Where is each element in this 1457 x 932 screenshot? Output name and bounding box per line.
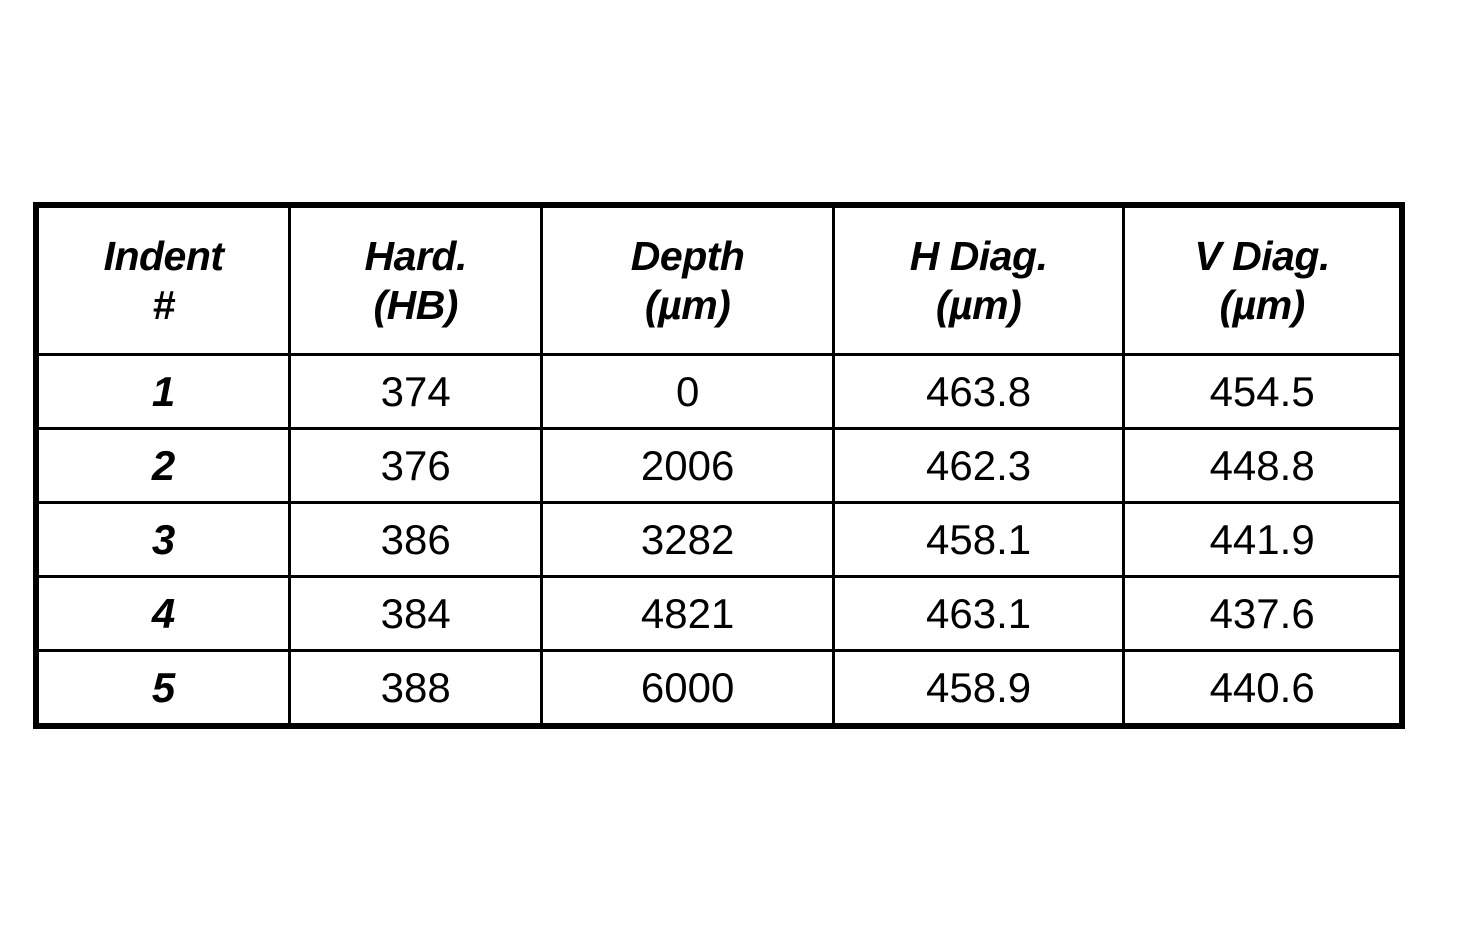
cell-h-diagonal: 463.1 — [833, 577, 1123, 651]
column-header-h-diagonal-unit: (µm) — [935, 281, 1022, 328]
cell-v-diagonal: 437.6 — [1124, 577, 1401, 651]
column-header-depth-unit: (µm) — [644, 281, 731, 328]
table-header-row — [38, 207, 1401, 355]
table-body — [38, 355, 1401, 725]
cell-v-diagonal: 440.6 — [1124, 651, 1401, 725]
column-header-v-diagonal — [1124, 207, 1401, 355]
table-row — [38, 429, 1401, 503]
cell-h-diagonal: 458.9 — [833, 651, 1123, 725]
cell-indent: 3 — [38, 503, 290, 577]
cell-h-diagonal: 463.8 — [833, 355, 1123, 429]
table-row — [38, 503, 1401, 577]
cell-hardness: 376 — [290, 429, 542, 503]
hardness-measurements-table — [36, 205, 1402, 726]
column-header-v-diagonal-unit: (µm) — [1219, 281, 1305, 328]
column-header-h-diagonal — [833, 207, 1123, 355]
cell-depth: 6000 — [542, 651, 834, 725]
cell-indent: 1 — [38, 355, 290, 429]
cell-h-diagonal: 462.3 — [833, 429, 1123, 503]
column-header-hardness — [290, 207, 542, 355]
cell-v-diagonal: 454.5 — [1124, 355, 1401, 429]
column-header-v-diagonal-line1: V Diag. — [1194, 233, 1330, 280]
table-header-row-group — [38, 207, 1401, 355]
cell-indent: 5 — [38, 651, 290, 725]
column-header-indent-number — [38, 207, 290, 355]
column-header-hardness-line1: Hard. — [364, 233, 467, 280]
column-header-indent-number-line1: Indent — [103, 233, 224, 280]
cell-v-diagonal: 448.8 — [1124, 429, 1401, 503]
cell-hardness: 384 — [290, 577, 542, 651]
cell-indent: 2 — [38, 429, 290, 503]
cell-h-diagonal: 458.1 — [833, 503, 1123, 577]
cell-hardness: 374 — [290, 355, 542, 429]
table-row — [38, 651, 1401, 725]
cell-depth: 3282 — [542, 503, 834, 577]
cell-hardness: 386 — [290, 503, 542, 577]
table-row — [38, 355, 1401, 429]
column-header-indent-number-line2: # — [152, 281, 175, 328]
cell-indent: 4 — [38, 577, 290, 651]
cell-v-diagonal: 441.9 — [1124, 503, 1401, 577]
column-header-h-diagonal-line1: H Diag. — [909, 233, 1048, 280]
cell-depth: 4821 — [542, 577, 834, 651]
hardness-measurements-table-container — [36, 205, 1402, 726]
column-header-hardness-unit: (HB) — [373, 281, 458, 328]
cell-hardness: 388 — [290, 651, 542, 725]
column-header-depth — [542, 207, 834, 355]
column-header-depth-line1: Depth — [630, 233, 745, 280]
table-row — [38, 577, 1401, 651]
cell-depth: 0 — [542, 355, 834, 429]
cell-depth: 2006 — [542, 429, 834, 503]
